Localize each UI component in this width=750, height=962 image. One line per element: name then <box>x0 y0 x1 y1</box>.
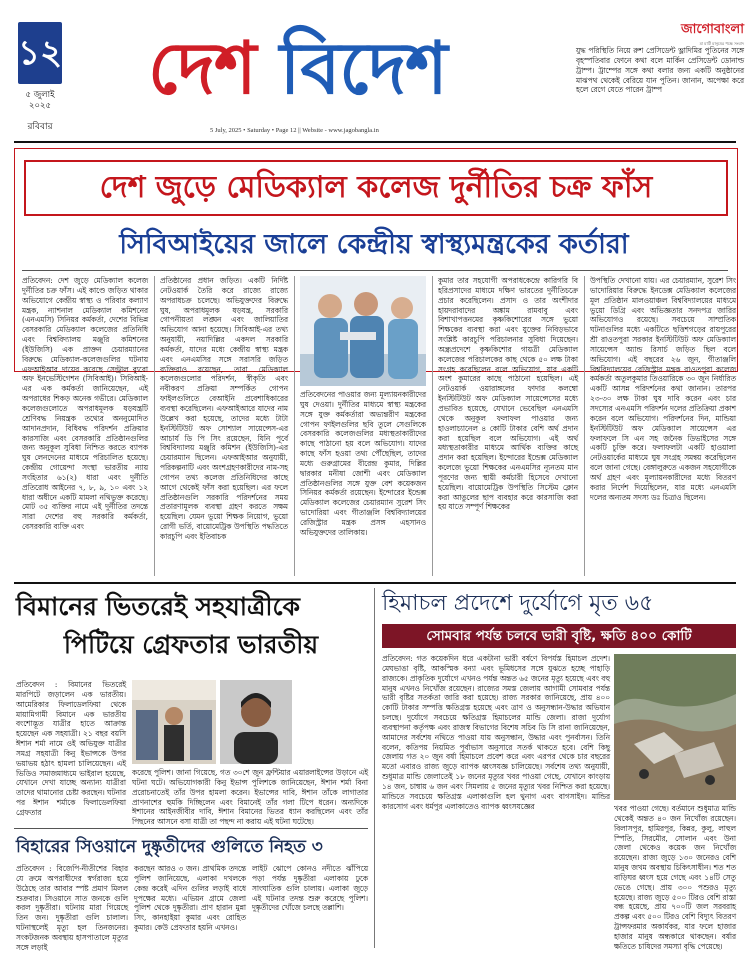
issue-date: ৫ জুলাই ২০২৫ <box>25 90 55 112</box>
vimaan-column-1: প্রতিবেদন : বিমানের ভিতরেই মারপিটে জড়ালেন এক ভারতীয়। আমেরিকার ফিলাডেলফিয়া থেকে মায়ামিগামী বিমানে এক ভারতীয় বংশোদ্ভূত যাত্রীর হাতে আক্রান্ত হয়েছেন এক সহযাত্রী। ২১ বছর বয়সি ঈশান শর্মা নামে ওই অভিযুক্ত যাত্রীর সমগ্র সহযাত্রী কিনু ইভান্সকে উপর ভয়াভয় হঠাৎ হামলা চালিয়েছেন। এই ভিডিও সমাজমাধ্যমে ভাইরাল হয়েছে, যেখানে দেখা যাচ্ছে অন্যান্য যাত্রীরা তাদের থামানোর চেষ্টা করছেন। ঘটনার পর ঈশান শর্মাকে ফিলাডেলফিয়া গ্রেফতার <box>16 680 126 817</box>
bihar-headline: বিহারের সিওয়ানে দুষ্কৃতীদের গুলিতে নিহত ৩ <box>16 837 323 857</box>
brand-logo <box>664 20 744 48</box>
himachal-photo <box>614 654 736 800</box>
lead-headline-1: দেশ জুড়ে মেডিক্যাল কলেজ দুর্নীতির চক্র ফাঁস <box>24 160 728 216</box>
bihar-column-1: প্রতিবেদন : বিজেপি-নীতীশের বিহার যে ক্রমে অপরাধীদের স্বর্গরাজ্য হয়ে উঠেছে তার আবার স্পষ্ট প্রমাণ মিলল শুক্রবার। সিওয়ানে সাত জনকে গুলি করল দুষ্কৃতীরা। ঘটনায় মারা গিয়েছে তিন জন। দুষ্কৃতীরা গুলি চালাল। ঘটনাস্থলেই মৃত্যু হল তিনজনের। সংকটজনক অবস্থায় হাসপাতালে মৃত্যুর সঙ্গে লড়াই <box>16 864 128 952</box>
bihar-rule <box>14 828 368 829</box>
vimaan-photo-portrait <box>220 680 292 764</box>
teaser-text: যুদ্ধ পরিস্থিতি নিয়ে রুশ প্রেসিডেন্ট ভ্লাদিমির পুতিনের সঙ্গে বৃহস্পতিবার ফোনে কথা বলে মার্কিন প্রেসিডেন্ট ডোনাল্ড ট্রাম্প। ট্রাম্পের সঙ্গে কথা বলার জন্য একটি অনুষ্ঠানের মাঝপথ থেকেই বেরিয়ে যান পুতিন। জানান, অপেক্ষা করে হলে রেগে যেতে পারেন ট্রাম্প <box>576 46 744 95</box>
page-number-box <box>18 22 62 84</box>
vimaan-headline-1: বিমানের ভিতরেই সহযাত্রীকে <box>16 592 301 621</box>
lead-column-5: উপস্থিতি দেখানো যায়। এর চেয়ারম্যান, সুরেশ সিং ভাদোরিয়ার বিরুদ্ধে ইনডেক্স মেডিক্যাল কলেজের মূল প্রতিষ্ঠান মালওয়াঞ্চল বিশ্ববিদ্যালয়ের মাধ্যমে ভুয়ো ডিগ্রি এবং অভিজ্ঞতার সনদপত্র জারির অভিযোগও রয়েছে। সবচেয়ে সাম্প্রতিক ঘটনাগুলির মধ্যে একটিতে ছত্তিশগড়ের রায়পুরের শ্রী রাওতপুরা সরকার ইনস্টিটিউট অফ মেডিক্যাল সায়েন্সেস অ্যান্ড রিসার্চ জড়িত ছিল বলে অভিযোগ। এই বছরের ২৬ জুন, গীতাঞ্জলি বিশ্ববিদ্যালয়ের রেজিস্ট্রার মন্ত্রক রাওতপুরা কলেজ কর্মকর্তা অতুলকুমার তিওয়ারিকে ৩০ জুন নির্ধারিত একটি আসন্ন পরিদর্শনের কথা জানান। তারপর ২৩-৩০ লক্ষ টাকা ঘুষ দাবি করেন এবং চার সদস্যের এনএমসি পরিদর্শন দলের প্রতিক্রিয়া প্রকাশ করেন বলে অভিযোগ। পরিদর্শনের দিন, মান্ডিয়া ইনস্টিটিউট অফ মেডিক্যাল সায়েন্সেস এর ফলাফলে সি এন সহ জনৈক ডিভাইসের সঙ্গে একটি চুক্তি করে। ফলাফলটা একটি হাওয়ালা নেটওয়ার্কের মাধ্যমে ঘুষ সংগ্রহ সমন্বয় করেছিলেন বলে জানা গেছে। বেঙ্গালুরুতে একজন সহযোগীকে অর্থ গ্রহণ এবং মূল্যায়নকারীদের মধ্যে বিতরণ করার নির্দেশ দিয়েছিলেন, যার মধ্যে এনএমসি দলের অন্যতম সদস্য ডঃ চিত্রাও ছিলেন। <box>590 276 736 502</box>
himachal-headline: হিমাচল প্রদেশে দুর্যোগে মৃত ৬৫ <box>382 591 654 616</box>
masthead-title <box>148 28 568 108</box>
column-divider <box>374 588 375 948</box>
vimaan-photo-cabin <box>132 680 216 764</box>
lead-column-1: প্রতিবেদন: দেশ জুড়ে মেডিক্যাল কলেজ দুর্নীতির চক্র ফাঁস। এই কাণ্ডে জড়িত থাকার অভিযোগে কেন্দ্রীয় স্বাস্থ্য ও পরিবার কল্যাণ মন্ত্রক, ন্যাশনাল মেডিক্যাল কমিশনের (এনএমসি) সিনিয়র কর্মকর্তা, দেশের বিভিন্ন বেসরকারি মেডিক্যাল কলেজের প্রতিনিধি এবং বিশ্ববিদ্যালয় মঞ্জুরি কমিশনের (ইউজিসি) এক প্রাক্তন চেয়ারম্যানের বিরুদ্ধে মেডিক্যাল-কলেজগুলির ঘটনায় এফআইআর দায়ের করেছে সেন্ট্রাল ব্যুরো অফ ইনভেস্টিগেশন (সিবিআই)। সিবিআই-এর এক কর্মকর্তা জানিয়েছেন, এই অপরাধের শিকড় অনেক গভীরে। মেডিক্যাল কলেজগুলোতে অপরাধমূলক ষড়যন্ত্রটি শ্রেণিবদ্ধ নিয়ন্ত্রক তথ্যের অননুমোদিত আদানপ্রদান, বিধিবদ্ধ পরিদর্শন প্রক্রিয়ার কারসাজি এবং বেসরকারি প্রতিষ্ঠানগুলির জন্য অনুকূল সুবিধা নিশ্চিত করতে ব্যাপক ঘুষ লেনদেনের মাধ্যমে পরিচালিত হয়েছে। কেন্দ্রীয় গোয়েন্দা সংস্থা ভারতীয় ন্যায় সংহিতার ৬১(২) ধারা এবং দুর্নীতি প্রতিরোধ আইনের ৭, ৮, ৯, ১০ এবং ১২ ধারা অধীনে একটি মামলা নথিভুক্ত করেছে। মোট ৩৫ ব্যক্তির নামে এই দুর্নীতির তদন্তে সারা দেশের বহু সরকারি কর্মকর্তা, বেসরকারি ব্যক্তি এবং <box>22 276 148 532</box>
column-divider <box>432 276 433 576</box>
page-number: ১২ <box>18 33 63 73</box>
vimaan-headline-2: পিটিয়ে গ্রেফতার ভারতীয় <box>63 630 319 659</box>
scrubs-photo-illustration <box>300 276 426 386</box>
bihar-column-3: লাইট ঝোপে কোনও নদীতে ঝাঁপিয়ে পড়া পর্যন্ত দুষ্কৃতীরা এলাকায় ঢুকে সাংঘাতিক গুলি চালায়। এলাকা জুড়ে এই ঘটনার তদন্ত শুরু করেছে পুলিশ। দুষ্কৃতীদের খোঁজে চলছে তল্লাশি। <box>252 864 368 913</box>
brand-name: জাগোবাংলা <box>681 22 744 37</box>
himachal-subhead: সোমবার পর্যন্ত চলবে ভারী বৃষ্টি, ক্ষতি ৪০০ কোটি <box>382 624 736 648</box>
lead-column-4: কুমার তার সহযোগী অপরাধকেন্দ্রে কারিগরি বি হরিপ্রসাদের মাধ্যমে দক্ষিণ ভারতের দুর্নীতিচক্রে প্রচার করেছিলেন। প্রসাদ ও তার অংশীদার হায়দরাবাদের অঙ্কাম রামবাবু এবং বিশাখাপত্তনমের কৃষ্ণকিশোরের সঙ্গে ভুয়ো শিক্ষকের ব্যবস্থা করা এবং যুক্তের নিবিড়ভাবে সংশ্লিষ্ট কারচুপি পরিচালনার সুবিধা দিয়েছেন। অন্ধ্রপ্রদেশে কৃষ্ণকিশোর গায়ত্রী মেডিক্যাল কলেজের পরিচালকের কাছ থেকে ৫০ লক্ষ টাকা সংগ্রহ করেছিলেন বলে অভিযোগ, যার একটি অংশ কুমারের কাছে পাঠানো হয়েছিল। এই নেটওয়ার্ক ওয়ারাঙ্গলের ফাদার কলম্বো ইনস্টিটিউট অফ মেডিক্যাল সায়েন্সেসের মধ্যে প্রভাবিত হয়েছে, যেখানে ভেবেছিল এনএমসি থেকে অনুকূল ফলাফল পাওয়ার জন্য হাওলাচ্যানেল ৪ কোটি টাকার বেশি অর্থ প্রদান করা হয়েছিল বলে অভিযোগ। এই অর্থ মধ্যস্থতাকারীর মাধ্যমে আর্থিক ব্যক্তির কাছে প্রদান করা হয়েছিল। ইন্দোরের ইন্ডেক্স মেডিক্যাল কলেজে ভুয়ো শিক্ষকের এনএমসির ন্যূনতম মান পূরণের জন্য স্থায়ী কর্মচারী হিসেবে দেখানো হয়েছিল। বায়োমেট্রিক উপস্থিতি সিস্টেম ক্লোন করা আঙুলের ছাপ ব্যবহার করে কারসাজি করা হয় যাতে সম্পূর্ণ শিক্ষকের <box>438 276 578 512</box>
lead-headline-2: সিবিআইয়ের জালে কেন্দ্রীয় স্বাস্থ্যমন্ত্রকের কর্তারা <box>119 229 629 260</box>
lead-photo <box>300 276 426 386</box>
himachal-column-1: প্রতিবেদন: গত কয়েকদিন ধরে একটানা ভারী বর্ষণে বিপর্যস্ত হিমাচল প্রদেশ। মেঘভাঙা বৃষ্টি, আকস্মিক বন্যা এবং ভূমিধসের সঙ্গে যুঝতে হচ্ছে পাহাড়ি রাজ্যকে। প্রাকৃতিক দুর্যোগে এখনও পর্যন্ত অন্তত ৬৫ জনের মৃত্যু হয়েছে এবং বহু মানুষ এখনও নিখোঁজ রয়েছেন। রাজ্যের সমস্ত জেলায় আগামী সোমবার পর্যন্ত ভারী বৃষ্টির সতর্কতা জারি করা হয়েছে। রাজ্য সরকার জানিয়েছে, প্রায় ৪০০ কোটি টাকার সম্পত্তি ক্ষতিগ্রস্ত হয়েছে এবং ত্রাণ ও অনুসন্ধান-উদ্ধার অভিযান চলছে। দুর্যোগে সবচেয়ে ক্ষতিগ্রস্ত হিমাচলের মান্ডি জেলা। রাজা দুর্যোগ ব্যবস্থাপনা কর্তৃপক্ষ এবং রাজস্ব বিভাগের বিশেষ সচিব ডি সি রানা জানিয়েছেন, আমাদের সর্বশেষ নথিতে পাওয়া যায় অনুসন্ধান, উদ্ধার এবং পুনর্বাসন। তিনি বলেন, কতিপয় নিয়মিত পূর্বাভাস অনুসারে সতর্ক থাকতে হবে। বেশি কিছু জেলায় গত ২০ জুন বর্ষা হিমাচলে প্রবেশ করে এবং এরপর থেকে চার বছরের মতো এবারও রাজ্য জুড়ে ব্যাপক ধ্বংসযজ্ঞ চালিয়েছে। সর্বশেষ তথ্য অনুযায়ী, শুধুমাত্র মান্ডি জেলাতেই ১৮ জনের মৃত্যুর খবর পাওয়া গেছে, যেখানে কাংড়ায় ১৪ জন, চাম্বায় ৬ জন এবং সিমলায় ৫ জনের মৃত্যুর খবর নিশ্চিত করা হয়েছে। মান্ডিতে সবচেয়ে ক্ষতিগ্রস্ত এলাকাগুলি হল থুনাগ এবং বাগসাইদ। মান্ডির কারসোগ এবং ধর্মপুর এলাকাতেও ব্যাপক ধ্বংসযজ্ঞের <box>382 654 610 811</box>
himachal-column-2: খবর পাওয়া গেছে। বর্তমানে শুধুমাত্র মান্ডি থেকেই অন্তত ৪০ জন নিখোঁজ রয়েছেন। বিলাসপুর, হামিরপুর, কিন্নর, কুলু, লাহুল স্পিতি, সিরমৌর, সোলান এবং উনা জেলা থেকেও কয়েক জন নিখোঁজ রয়েছেন। রাজ্য জুড়ে ১৩০ জনেরও বেশি মানুষ জখম অবস্থায় চিকিৎসাধীন। শত শত বাড়িঘর ধ্বংস হয়ে গেছে এবং ১৪টি সেতু ভেঙে গেছে। প্রায় ৩০০ পশুরও মৃত্যু হয়েছে। রাজ্য জুড়ে ৫০০ টিরও বেশি রাস্তা বন্ধ হয়েছে, প্রায় ৭০০টি জল সরবরাহ প্রকল্প এবং ৫০০ টিরও বেশি বিদ্যুৎ বিতরণ ট্রান্সফরমার অকার্যকর, যার ফলে হাজার হাজার মানুষ অন্ধকারে থাকছেন। বর্ষার ক্ষতিতে চাষিদের সমস্যা বৃদ্ধি পেয়েছে। <box>614 804 736 951</box>
column-divider <box>294 276 295 576</box>
cabin-photo-illustration <box>132 680 216 764</box>
bihar-column-2: করছেন আরও ৩ জন। প্রাথমিক তদন্তে পুলিশ জানিয়েছে, এলাকা দখলকে কেন্দ্র করেই এদিন গুলির লড়াই বাধে দুপক্ষের মধ্যে। এভিয়ন গ্রামে জেলা পুলিশ থেকে দুষ্কৃতীরা। প্রাণ হারান মুন্না সিং, কানহাইয়া কুমার এবং রোহিত কুমার। কেউ প্রেফতার হয়নি এখনও। <box>134 864 246 933</box>
issue-day: রবিবার <box>27 122 53 132</box>
flood-photo-illustration <box>614 654 736 800</box>
column-divider <box>154 276 155 576</box>
brand-tagline: মা মাটি মানুষের পক্ষে সংবাদ <box>699 41 744 46</box>
column-divider <box>584 276 585 576</box>
masthead-title-text: দেশ বিদেশ <box>148 26 447 110</box>
lead-headline-rule <box>22 270 728 271</box>
lead-column-3: প্রতিবেদনের পাওয়ার জন্য মূল্যায়নকারীদের ঘুষ দেওয়া। দুর্নীতির মাধ্যমে স্বাস্থ্য মন্ত্রকের সঙ্গে যুক্ত কর্মকর্তারা অভ্যন্তরীণ মন্ত্রকের গোপন ফাইলগুলির ছবি তুলে সেগুলিকে বেসরকারি কলেজগুলির মধ্যস্থতাকারীদের কাছে পাঠানো হয় বলে অভিযোগ। যাদের কাছে ফাঁস হওয়া তথ্য পৌঁছেছিল, তাদের মধ্যে গুরুগ্রামের বীরেন্দ্র কুমার, দিল্লির দ্বারকার মনীষা জোশী এবং মেডিক্যাল প্রতিষ্ঠানগুলির সঙ্গে যুক্ত বেশ কয়েকজন সিনিয়র কর্মকর্তা রয়েছেন। ইন্দোরের ইন্ডেক্স মেডিক্যাল কলেজের চেয়ারম্যান সুরেশ সিং ভাদোরিয়া এবং গীতাঞ্জলি বিশ্ববিদ্যালয়ের রেজিস্ট্রার মন্ত্রক প্রসঙ্গ এহসানও অভিযুক্তদের তালিকায়। <box>300 390 426 537</box>
dateline: 5 July, 2025 • Saturday • Page 12 || Website - www.jagobangla.in <box>210 127 379 134</box>
section-rule <box>14 582 736 584</box>
portrait-photo-illustration <box>220 680 292 764</box>
vimaan-column-2: করেছে পুলিশ। জানা গিয়েছে, গত ৩০শে জুন ফ্রন্টিয়ার এয়ারলাইন্সের উড়ানে এই ঘটনা ঘটে। অভিযোগকারী কিনু ইভান্স পুলিশকে জানিয়েছেন, ঈশান শর্মা বিনা প্ররোচনাতেই তাঁর উপর হামলা করেন। ইভান্সের দাবি, ঈশান তাঁকে লাগাতার প্রাণনাশের হুমকি দিচ্ছিলেন এবং বিমানেই তাঁর গলা টিপে ধরেন। অন্যদিকে ঈশানের আইনজীবীর দাবি, ঈশান বিমানের ভিতর ধ্যান করছিলেন এবং তাঁর পিছনের আসনে বসা যাত্রী তা পছন্দ না করায় এই ঘটনা ঘটেছে। <box>132 768 368 827</box>
masthead-rule <box>14 141 736 143</box>
lead-column-2: প্রতিষ্ঠানের প্রধান জড়িত। একটি নির্দিষ্ট নেটওয়ার্ক তৈরি করে রাজ্যে রাজ্যে অপরাধচক্র চলেছে। অভিযুক্তদের বিরুদ্ধে ঘুষ, অপরাধমূলক ষড়যন্ত্র, সরকারি গোপনীয়তা লঙ্ঘন এবং জালিয়াতির অভিযোগ আনা হয়েছে। সিবিআই-এর তথ্য অনুযায়ী, নয়াদিল্লির একদল সরকারি কর্মকর্তা, যাদের মধ্যে কেন্দ্রীয় স্বাস্থ্য মন্ত্রক এবং এনএমসির সঙ্গে সরাসরি জড়িত ব্যক্তিরাও রয়েছেন, তারা মেডিক্যাল কলেজগুলোর পরিদর্শন, স্বীকৃতি এবং নবীকরণ প্রক্রিয়া সম্পর্কিত গোপন ফাইলগুলিতে বেআইনি প্রবেশাধিকারের ব্যবস্থা করেছিলেন। এফআইআরে যাদের নাম উল্লেখ করা হয়েছে, তাদের মধ্যে টাটা ইনস্টিটিউট অফ সোশ্যাল সায়েন্সেস-এর আচার্য ডি পি সিং রয়েছেন, যিনি পূর্বে বিশ্ববিদ্যালয় মঞ্জুরি কমিশন (ইউজিসি)-এর চেয়ারম্যান ছিলেন। এফআইআর অনুযায়ী, পরিকল্পনাটি এবং অংশগ্রহণকারীদের নাম-সহ গোপন তথ্য কলেজ প্রতিনিধিদের কাছে আগে থেকেই ফাঁস করা হয়েছিল। এর ফলে প্রতিষ্ঠানগুলি সরকারি পরিদর্শনের সময় প্রতারণামূলক ব্যবস্থা গ্রহণ করতে সক্ষম হয়েছিল। যেমন ভুয়ো শিক্ষক নিয়োগ, ভুয়ো রোগী ভর্তি, বায়োমেট্রিক উপস্থিতি পদ্ধতিতে কারচুপি এবং ইতিবাচক <box>160 276 288 541</box>
